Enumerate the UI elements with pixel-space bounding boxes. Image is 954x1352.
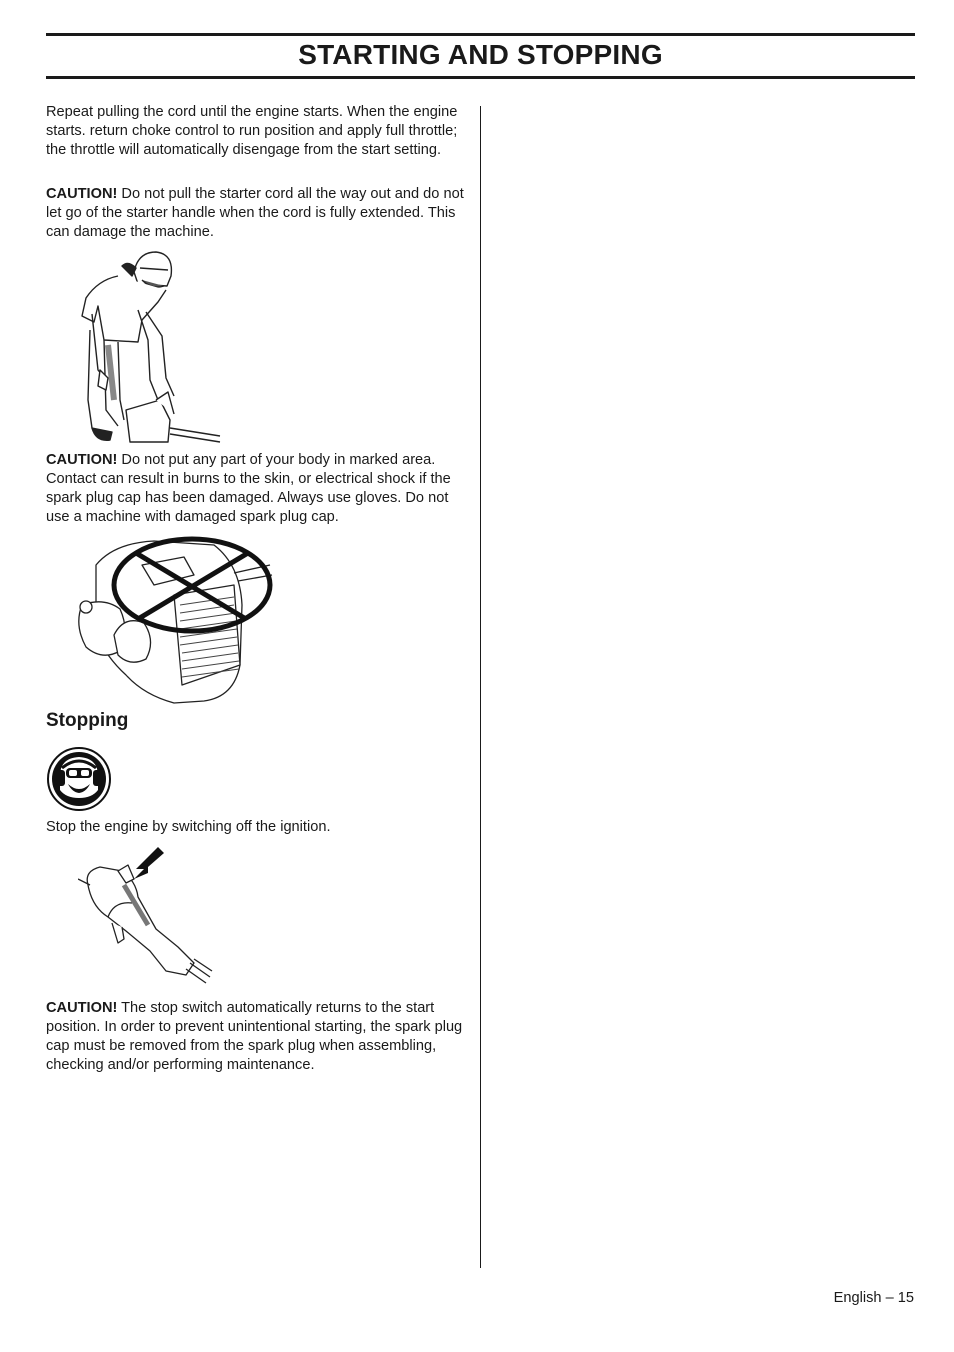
page-header	[46, 33, 915, 79]
caution-text: Do not pull the starter cord all the way out and do not let go of the starter handle when the cord is fully extended. This can damage the machine.	[46, 186, 464, 240]
stopping-heading-wrap	[46, 710, 466, 732]
caution-marked-area	[46, 451, 466, 527]
stop-paragraph: Stop the engine by switching off the ignition.	[46, 819, 331, 835]
caution-text: Do not put any part of your body in marked area. Contact can result in burns to the skin, or electrical shock if the spark plug cap has been damaged. Always use gloves. Do not use a machine with damaged spark plug cap.	[46, 452, 451, 525]
caution-label: CAUTION!	[46, 186, 118, 202]
caution-stop-switch	[46, 999, 466, 1075]
caution-text: The stop switch automatically returns to the start position. In order to prevent unintentional starting, the spark plug cap must be removed from the spark plug when assembling, checking and/or performing maintenance.	[46, 1000, 463, 1073]
stop-instructions	[46, 818, 466, 837]
caution-starter-cord	[46, 185, 466, 242]
column-divider	[480, 106, 481, 1268]
stop-switch-illustration	[78, 845, 218, 993]
caution-label: CAUTION!	[46, 452, 118, 468]
operator-starting-illustration	[78, 250, 228, 445]
engine-forbidden-zone-illustration	[74, 535, 284, 707]
start-instructions	[46, 103, 466, 160]
start-paragraph: Repeat pulling the cord until the engine starts. When the engine starts. return choke control to run position and apply full throttle; the throttle will automatically disengage from the start setting.	[46, 104, 458, 158]
page-title: STARTING AND STOPPING	[298, 39, 663, 70]
page-number: English – 15	[833, 1290, 914, 1306]
caution-label: CAUTION!	[46, 1000, 118, 1016]
ear-eye-protection-icon	[46, 746, 114, 812]
section-heading: Stopping	[46, 710, 129, 731]
